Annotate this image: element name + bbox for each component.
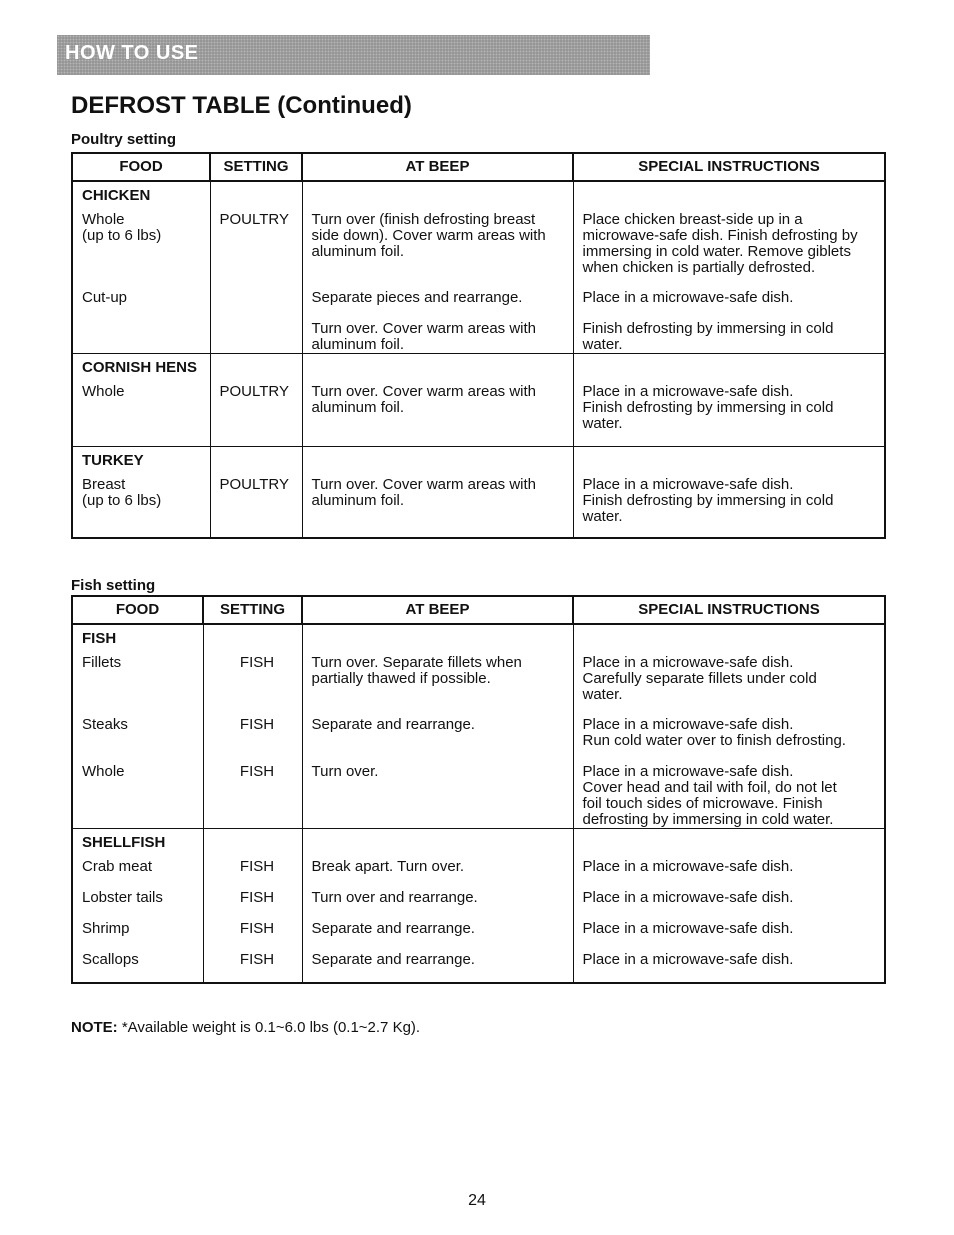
empty-cell (573, 181, 885, 212)
cell-text: Turn over. Cover warm areas with (311, 320, 537, 337)
cell-text: Turn over. Cover warm areas with (311, 383, 537, 400)
cell-text: Place in a microwave-safe dish. (582, 383, 794, 400)
cell-text: Whole (82, 763, 125, 780)
cell-text: Place in a microwave-safe dish. (582, 289, 794, 306)
empty-cell (573, 829, 885, 860)
food-cell (72, 477, 210, 538)
note-label: NOTE: (71, 1019, 118, 1036)
cell-text: partially thawed if possible. (311, 670, 491, 687)
cell-text: Turn over. Separate fillets when (311, 654, 522, 671)
special-instructions-cell (573, 921, 885, 952)
cell-text: Place in a microwave-safe dish. (582, 858, 794, 875)
cell-text: Cut-up (82, 289, 128, 306)
cell-text: Separate and rearrange. (311, 951, 475, 968)
at-beep-cell (302, 321, 573, 354)
setting-cell (210, 384, 302, 446)
special-instructions-cell (573, 764, 885, 829)
cell-text: Turn over (finish defrosting breast (311, 211, 536, 228)
empty-cell (302, 354, 573, 385)
section-banner (57, 35, 650, 75)
special-instructions-cell (573, 655, 885, 717)
at-beep-cell (302, 384, 573, 446)
cell-text: POULTRY (219, 475, 289, 493)
fish-table-body (72, 624, 885, 983)
fish-section-label: Fish setting (71, 577, 156, 594)
special-instructions-cell (573, 384, 885, 446)
at-beep-cell (302, 764, 573, 829)
table-row (72, 321, 885, 354)
cell-text: FISH (239, 763, 275, 780)
setting-cell (203, 717, 302, 764)
cell-text: aluminum foil. (311, 243, 405, 260)
setting-cell (203, 952, 302, 983)
poultry-defrost-table (71, 152, 886, 539)
group-name: CORNISH HENS (82, 359, 198, 376)
poultry-section-label: Poultry setting (71, 131, 177, 148)
group-header-row (72, 624, 885, 655)
special-instructions-cell (573, 212, 885, 290)
setting-cell (210, 477, 302, 538)
cell-text: Turn over. (311, 763, 379, 780)
cell-text: when chicken is partially defrosted. (582, 259, 816, 276)
at-beep-cell (302, 890, 573, 921)
at-beep-cell (302, 952, 573, 983)
cell-text: Whole (82, 211, 125, 228)
cell-text: Place in a microwave-safe dish. (582, 920, 794, 937)
cell-text: (up to 6 lbs) (82, 227, 162, 244)
setting-cell (203, 890, 302, 921)
note-text: *Available weight is 0.1~6.0 lbs (0.1~2.7 Kg). (117, 1019, 421, 1036)
cell-text: Separate and rearrange. (311, 920, 475, 937)
cell-text: Turn over. Cover warm areas with (311, 475, 537, 493)
group-name-cell (72, 624, 203, 655)
food-cell (72, 764, 203, 829)
cell-text: Finish defrosting by immersing in cold (582, 491, 834, 509)
empty-cell (210, 446, 302, 477)
group-name: FISH (82, 630, 117, 647)
table-header-row (72, 153, 885, 181)
table-row (72, 764, 885, 829)
group-header-row (72, 446, 885, 477)
food-cell (72, 290, 210, 321)
at-beep-cell (302, 477, 573, 538)
cell-text: Place chicken breast-side up in a (582, 211, 803, 228)
cell-text: water. (582, 507, 623, 525)
setting-cell (203, 655, 302, 717)
group-name: CHICKEN (82, 187, 151, 204)
cell-text: Scallops (82, 951, 139, 968)
group-name-cell (72, 829, 203, 860)
special-instructions-cell (573, 290, 885, 321)
cell-text: Steaks (82, 716, 128, 733)
setting-cell (210, 212, 302, 290)
food-cell (72, 717, 203, 764)
header-food: FOOD (72, 153, 210, 181)
at-beep-cell (302, 717, 573, 764)
food-cell (72, 921, 203, 952)
cell-text: FISH (239, 858, 275, 875)
setting-cell (203, 921, 302, 952)
table-header-row (72, 596, 885, 624)
header-food: FOOD (72, 596, 203, 624)
cell-text: Shrimp (82, 920, 130, 937)
cell-text: microwave-safe dish. Finish defrosting by (582, 227, 858, 244)
at-beep-cell (302, 290, 573, 321)
special-instructions-cell (573, 859, 885, 890)
group-header-row (72, 829, 885, 860)
table-row (72, 290, 885, 321)
group-header-row (72, 181, 885, 212)
cell-text: Lobster tails (82, 889, 163, 906)
cell-text: FISH (239, 951, 275, 968)
table-row (72, 890, 885, 921)
cell-text: immersing in cold water. Remove giblets (582, 243, 851, 260)
group-header-row (72, 354, 885, 385)
cell-text: Cover head and tail with foil, do not let (582, 779, 837, 796)
special-instructions-cell (573, 477, 885, 538)
food-cell (72, 952, 203, 983)
special-instructions-cell (573, 717, 885, 764)
cell-text: Place in a microwave-safe dish. (582, 951, 794, 968)
empty-cell (573, 446, 885, 477)
empty-cell (302, 829, 573, 860)
setting-cell (203, 859, 302, 890)
cell-text: FISH (239, 654, 275, 671)
cell-text: FISH (239, 716, 275, 733)
cell-text: aluminum foil. (311, 336, 405, 353)
table-row (72, 655, 885, 717)
header-special-instructions: SPECIAL INSTRUCTIONS (573, 153, 885, 181)
poultry-table-body (72, 181, 885, 538)
food-cell (72, 655, 203, 717)
cell-text: aluminum foil. (311, 399, 405, 416)
food-cell (72, 384, 210, 446)
setting-cell (210, 290, 302, 321)
cell-text: Crab meat (82, 858, 153, 875)
cell-text: Turn over and rearrange. (311, 889, 478, 906)
cell-text: (up to 6 lbs) (82, 491, 162, 509)
empty-cell (210, 181, 302, 212)
cell-text: POULTRY (219, 211, 289, 228)
header-at-beep: AT BEEP (302, 596, 573, 624)
header-setting: SETTING (203, 596, 302, 624)
empty-cell (573, 354, 885, 385)
cell-text: Finish defrosting by immersing in cold (582, 399, 834, 416)
group-name: TURKEY (82, 451, 144, 469)
at-beep-cell (302, 859, 573, 890)
group-name-cell (72, 181, 210, 212)
cell-text: foil touch sides of microwave. Finish (582, 795, 823, 812)
table-row (72, 477, 885, 538)
cell-text: side down). Cover warm areas with (311, 227, 546, 244)
cell-text: Separate pieces and rearrange. (311, 289, 523, 306)
cell-text: FISH (239, 889, 275, 906)
cell-text: Place in a microwave-safe dish. (582, 716, 794, 733)
cell-text: water. (582, 415, 623, 432)
special-instructions-cell (573, 952, 885, 983)
cell-text: Place in a microwave-safe dish. (582, 889, 794, 906)
cell-text: POULTRY (219, 383, 289, 400)
food-cell (72, 212, 210, 290)
food-cell (72, 890, 203, 921)
empty-cell (573, 624, 885, 655)
table-row (72, 952, 885, 983)
table-row (72, 384, 885, 446)
empty-cell (302, 624, 573, 655)
at-beep-cell (302, 655, 573, 717)
fish-defrost-table (71, 595, 886, 984)
cell-text: water. (582, 686, 623, 703)
food-cell (72, 859, 203, 890)
group-name: SHELLFISH (82, 834, 166, 851)
empty-cell (203, 829, 302, 860)
group-name-cell (72, 354, 210, 385)
section-banner-label: HOW TO USE (65, 42, 199, 64)
cell-text: Run cold water over to finish defrosting. (582, 732, 846, 749)
cell-text: Break apart. Turn over. (311, 858, 465, 875)
cell-text: Place in a microwave-safe dish. (582, 763, 794, 780)
cell-text: Fillets (82, 654, 122, 671)
group-name-cell (72, 446, 210, 477)
special-instructions-cell (573, 890, 885, 921)
setting-cell (203, 764, 302, 829)
special-instructions-cell (573, 321, 885, 354)
empty-cell (302, 446, 573, 477)
header-setting: SETTING (210, 153, 302, 181)
cell-text: Carefully separate fillets under cold (582, 670, 817, 687)
table-row (72, 921, 885, 952)
cell-text: Separate and rearrange. (311, 716, 475, 733)
empty-cell (203, 624, 302, 655)
page-title: DEFROST TABLE (Continued) (71, 92, 412, 119)
table-row (72, 717, 885, 764)
at-beep-cell (302, 921, 573, 952)
page-number: 24 (468, 1192, 486, 1209)
setting-cell (210, 321, 302, 354)
empty-cell (302, 181, 573, 212)
footnote (71, 1019, 420, 1036)
food-cell (72, 321, 210, 354)
table-row (72, 859, 885, 890)
header-at-beep: AT BEEP (302, 153, 573, 181)
cell-text: defrosting by immersing in cold water. (582, 811, 834, 828)
cell-text: water. (582, 336, 623, 353)
cell-text: Whole (82, 383, 125, 400)
cell-text: Place in a microwave-safe dish. (582, 654, 794, 671)
cell-text: Breast (82, 475, 126, 493)
cell-text: aluminum foil. (311, 491, 405, 509)
cell-text: FISH (239, 920, 275, 937)
empty-cell (210, 354, 302, 385)
header-special-instructions: SPECIAL INSTRUCTIONS (573, 596, 885, 624)
cell-text: Finish defrosting by immersing in cold (582, 320, 834, 337)
table-row (72, 212, 885, 290)
at-beep-cell (302, 212, 573, 290)
cell-text: Place in a microwave-safe dish. (582, 475, 794, 493)
